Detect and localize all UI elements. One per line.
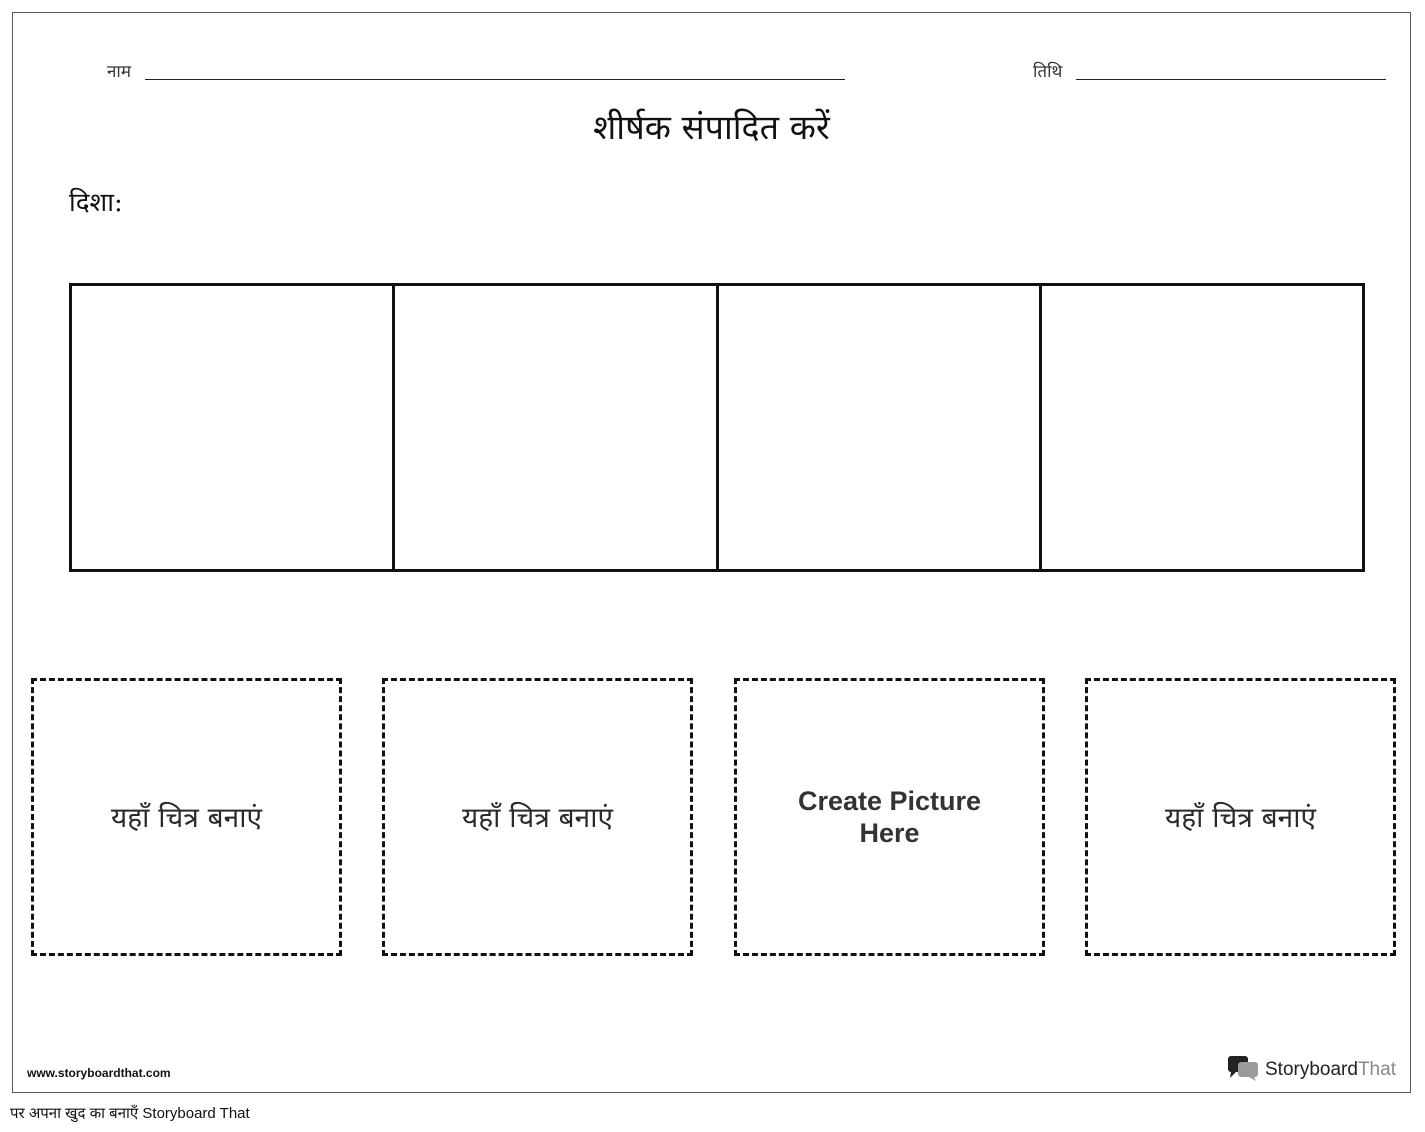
- storyboard-cell-1[interactable]: [72, 286, 395, 569]
- storyboardthat-logo[interactable]: [1227, 1055, 1396, 1085]
- name-line[interactable]: [145, 79, 845, 80]
- draw-box-1[interactable]: [31, 678, 342, 956]
- footer-url[interactable]: www.storyboardthat.com: [27, 1066, 171, 1080]
- draw-box-label: यहाँ चित्र बनाएं: [1165, 801, 1316, 834]
- name-label: नाम: [107, 62, 132, 82]
- storyboard-cell-2[interactable]: [395, 286, 718, 569]
- date-label: तिथि: [1033, 62, 1063, 82]
- speech-bubble-icon: [1227, 1055, 1259, 1085]
- draw-box-2[interactable]: [382, 678, 693, 956]
- credit-text[interactable]: पर अपना खुद का बनाएँ Storyboard That: [10, 1105, 250, 1122]
- worksheet-page: [12, 12, 1411, 1093]
- date-line[interactable]: [1076, 79, 1386, 80]
- worksheet-title[interactable]: शीर्षक संपादित करें: [593, 108, 830, 148]
- draw-box-label: Create Picture Here: [797, 786, 982, 848]
- draw-box-label: यहाँ चित्र बनाएं: [111, 801, 262, 834]
- draw-box-label: यहाँ चित्र बनाएं: [462, 801, 613, 834]
- storyboard-cell-4[interactable]: [1042, 286, 1362, 569]
- directions-label[interactable]: दिशा:: [69, 188, 123, 218]
- logo-text: StoryboardThat: [1265, 1059, 1396, 1080]
- draw-box-4[interactable]: [1085, 678, 1396, 956]
- storyboard-strip: [69, 283, 1365, 572]
- draw-box-3[interactable]: [734, 678, 1045, 956]
- storyboard-cell-3[interactable]: [719, 286, 1042, 569]
